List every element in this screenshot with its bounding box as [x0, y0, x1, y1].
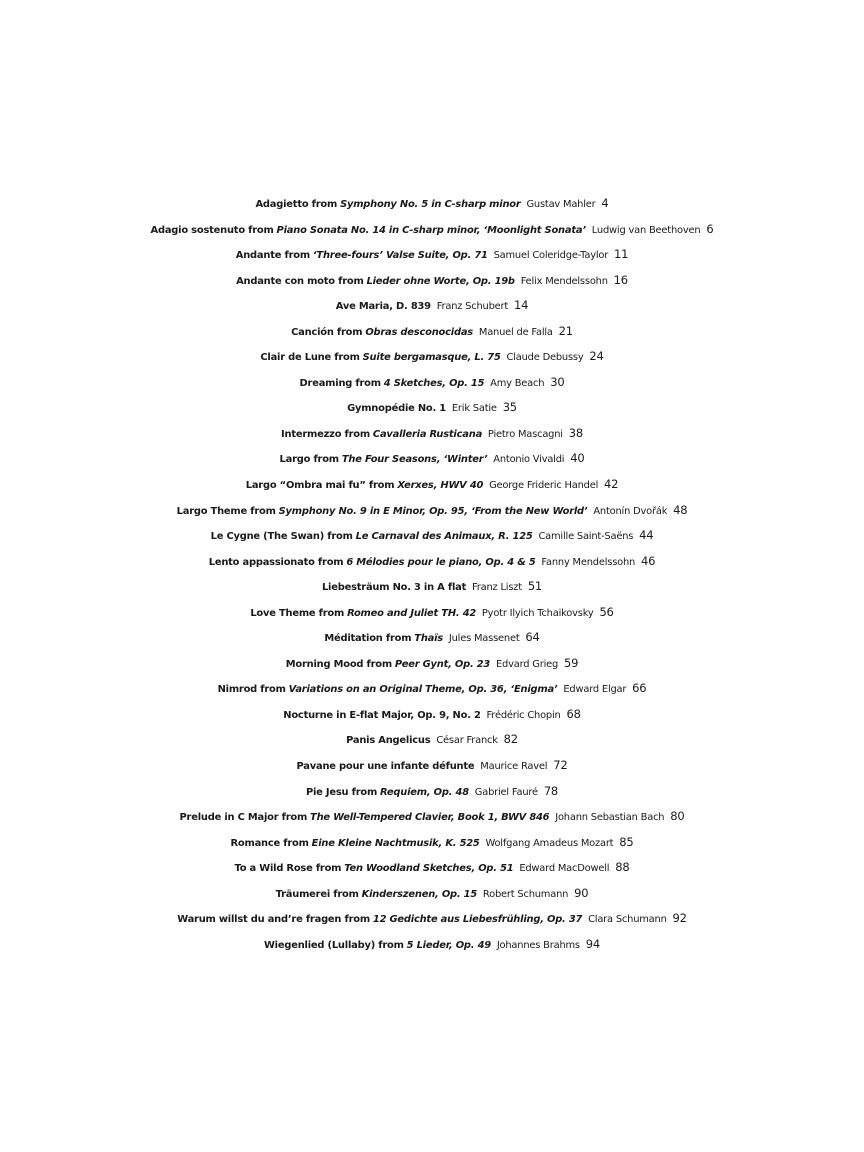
toc-entry[interactable]	[0, 727, 864, 753]
piece-title: Dreaming from	[299, 377, 381, 389]
piece-title: Largo “Ombra mai fu” from	[245, 480, 395, 492]
piece-title: Le Cygne (The Swan) from	[210, 531, 353, 543]
source-work: Le Carnaval des Animaux, R. 125	[355, 531, 533, 543]
composer-name: Pyotr Ilyich Tchaikovsky	[481, 607, 594, 619]
source-work: Romeo and Juliet TH. 42	[347, 607, 477, 619]
piece-title: Gymnopédie No. 1	[347, 403, 446, 415]
source-work: Ten Woodland Sketches, Op. 51	[344, 863, 514, 875]
page-number: 4	[601, 196, 609, 210]
composer-name: Gabriel Fauré	[474, 786, 538, 798]
page-number: 59	[563, 655, 579, 670]
toc-entry[interactable]	[0, 344, 864, 370]
source-work: Piano Sonata No. 14 in C-sharp minor, ‘Moonlight Sonata’	[276, 224, 586, 236]
piece-title: Love Theme from	[250, 607, 345, 619]
composer-name: César Franck	[436, 735, 498, 747]
piece-title: Träumerei from	[275, 888, 359, 900]
composer-name: Jules Massenet	[448, 633, 520, 645]
composer-name: Manuel de Falla	[478, 326, 553, 338]
page-number: 42	[604, 477, 619, 492]
source-work: Cavalleria Rusticana	[372, 428, 483, 440]
composer-name: Camille Saint-Saëns	[538, 531, 634, 543]
page-number: 30	[550, 374, 565, 389]
toc-entry[interactable]	[0, 753, 864, 779]
source-work: Eine Kleine Nachtmusik, K. 525	[311, 837, 480, 849]
page-number: 85	[619, 834, 634, 849]
composer-name: Franz Schubert	[436, 301, 509, 313]
piece-title: Warum willst du and’re fragen from	[177, 914, 370, 926]
composer-name: Wolfgang Amadeus Mozart	[485, 837, 614, 849]
page-number: 78	[543, 783, 559, 798]
piece-title: Intermezzo from	[281, 428, 370, 440]
toc-entry[interactable]	[0, 625, 864, 651]
page-number: 46	[641, 553, 656, 568]
toc-entry[interactable]	[0, 472, 864, 498]
piece-title: Clair de Lune from	[260, 352, 360, 364]
page-number: 24	[589, 349, 604, 364]
source-work: 12 Gedichte aus Liebesfrühling, Op. 37	[372, 914, 583, 926]
composer-name: Edward MacDowell	[519, 863, 610, 875]
page-number: 35	[502, 400, 517, 415]
page-number: 38	[568, 425, 583, 440]
page-number: 92	[672, 911, 687, 926]
toc-entry[interactable]	[0, 242, 864, 268]
composer-name: Claude Debussy	[506, 352, 584, 364]
toc-entry[interactable]	[0, 881, 864, 907]
piece-title: Prelude in C Major from	[179, 812, 308, 824]
toc-entry[interactable]	[0, 574, 864, 600]
piece-title: Panis Angelicus	[346, 735, 431, 747]
composer-name: Maurice Ravel	[480, 761, 548, 773]
composer-name: Amy Beach	[490, 377, 545, 389]
table-of-contents	[0, 191, 864, 957]
source-work: 6 Mélodies pour le piano, Op. 4 & 5	[346, 556, 536, 568]
composer-name: Antonín Dvořák	[593, 505, 668, 517]
toc-entry[interactable]	[0, 498, 864, 524]
piece-title: Nocturne in E-flat Major, Op. 9, No. 2	[283, 709, 481, 721]
source-work: Peer Gynt, Op. 23	[394, 658, 491, 670]
source-work: 4 Sketches, Op. 15	[383, 377, 485, 389]
composer-name: Johannes Brahms	[496, 939, 580, 951]
source-work: The Well-Tempered Clavier, Book 1, BWV 846	[310, 812, 550, 824]
source-work: Variations on an Original Theme, Op. 36, ‘Enigma’	[288, 684, 558, 696]
toc-entry[interactable]	[0, 268, 864, 294]
composer-name: Edvard Grieg	[495, 658, 559, 670]
piece-title: Morning Mood from	[285, 658, 392, 670]
source-work: ‘Three-fours’ Valse Suite, Op. 71	[312, 250, 488, 262]
toc-entry[interactable]	[0, 395, 864, 421]
source-work: Lieder ohne Worte, Op. 19b	[366, 275, 515, 287]
toc-entry[interactable]	[0, 523, 864, 549]
page-number: 51	[527, 579, 543, 594]
page-number: 44	[639, 528, 654, 543]
composer-name: George Frideric Handel	[489, 480, 599, 492]
page-number: 72	[553, 758, 568, 773]
composer-name: Ludwig van Beethoven	[591, 224, 701, 236]
toc-entry[interactable]	[0, 804, 864, 830]
page-number: 21	[558, 323, 573, 338]
piece-title: Andante con moto from	[236, 275, 364, 287]
page-number: 11	[613, 247, 629, 262]
page-number: 56	[599, 604, 614, 619]
source-work: Xerxes, HWV 40	[397, 480, 484, 492]
toc-entry[interactable]	[0, 600, 864, 626]
toc-entry[interactable]	[0, 549, 864, 575]
page-number: 48	[673, 502, 688, 517]
piece-title: Nimrod from	[217, 684, 286, 696]
toc-entry[interactable]	[0, 779, 864, 805]
piece-title: Liebesträum No. 3 in A flat	[321, 582, 467, 594]
toc-entry[interactable]	[0, 217, 864, 243]
source-work: 5 Lieder, Op. 49	[406, 939, 491, 951]
toc-entry[interactable]	[0, 702, 864, 728]
source-work: Symphony No. 5 in C-sharp minor	[340, 199, 521, 210]
page-number: 82	[503, 732, 518, 747]
page-number: 40	[570, 451, 585, 466]
source-work: Thaïs	[414, 633, 443, 645]
toc-entry[interactable]	[0, 676, 864, 702]
page-number: 66	[632, 681, 647, 696]
piece-title: Méditation from	[324, 633, 412, 645]
composer-name: Johann Sebastian Bach	[555, 812, 665, 824]
page-number: 16	[613, 272, 628, 287]
source-work: Requiem, Op. 48	[380, 786, 469, 798]
piece-title: Andante from	[235, 250, 310, 262]
piece-title: Largo from	[279, 454, 339, 466]
composer-name: Felix Mendelssohn	[520, 275, 608, 287]
toc-entry[interactable]	[0, 370, 864, 396]
source-work: Obras desconocidas	[365, 326, 473, 338]
toc-entry[interactable]	[0, 855, 864, 881]
source-work: Suite bergamasque, L. 75	[362, 352, 501, 364]
piece-title: Adagio sostenuto from	[150, 224, 274, 236]
piece-title: Largo Theme from	[176, 505, 276, 517]
source-work: The Four Seasons, ‘Winter’	[341, 454, 488, 466]
piece-title: Pie Jesu from	[305, 786, 378, 798]
toc-entry[interactable]	[0, 293, 864, 319]
piece-title: Pavane pour une infante défunte	[296, 761, 475, 773]
piece-title: Ave Maria, D. 839	[335, 301, 431, 313]
piece-title: To a Wild Rose from	[234, 863, 342, 875]
composer-name: Fanny Mendelssohn	[541, 556, 636, 568]
toc-entry[interactable]	[0, 651, 864, 677]
source-work: Kinderszenen, Op. 15	[361, 888, 478, 900]
composer-name: Clara Schumann	[588, 914, 667, 926]
toc-entry[interactable]	[0, 446, 864, 472]
toc-entry[interactable]	[0, 932, 864, 958]
composer-name: Pietro Mascagni	[487, 428, 563, 440]
piece-title: Lento appassionato from	[208, 556, 344, 568]
piece-title: Canción from	[291, 326, 363, 338]
toc-entry[interactable]	[0, 319, 864, 345]
page-number: 64	[525, 630, 540, 645]
toc-entry[interactable]	[0, 191, 864, 217]
composer-name: Franz Liszt	[472, 582, 522, 594]
page-number: 80	[670, 809, 685, 824]
piece-title: Wiegenlied (Lullaby) from	[263, 939, 404, 951]
composer-name: Edward Elgar	[563, 684, 627, 696]
composer-name: Frédéric Chopin	[486, 709, 561, 721]
piece-title: Romance from	[230, 837, 309, 849]
source-work: Symphony No. 9 in E Minor, Op. 95, ‘From the New World’	[278, 505, 588, 517]
composer-name: Gustav Mahler	[526, 199, 596, 210]
page-number: 88	[615, 860, 630, 875]
page-number: 90	[574, 885, 589, 900]
page-number: 14	[513, 298, 529, 313]
page-number: 68	[566, 706, 581, 721]
toc-entry[interactable]	[0, 421, 864, 447]
page-number: 94	[585, 936, 600, 951]
piece-title: Adagietto from	[255, 199, 338, 210]
toc-entry[interactable]	[0, 906, 864, 932]
page-number: 6	[706, 221, 714, 236]
toc-entry[interactable]	[0, 830, 864, 856]
composer-name: Erik Satie	[451, 403, 497, 415]
composer-name: Robert Schumann	[482, 888, 569, 900]
composer-name: Antonio Vivaldi	[493, 454, 565, 466]
composer-name: Samuel Coleridge-Taylor	[493, 250, 609, 262]
